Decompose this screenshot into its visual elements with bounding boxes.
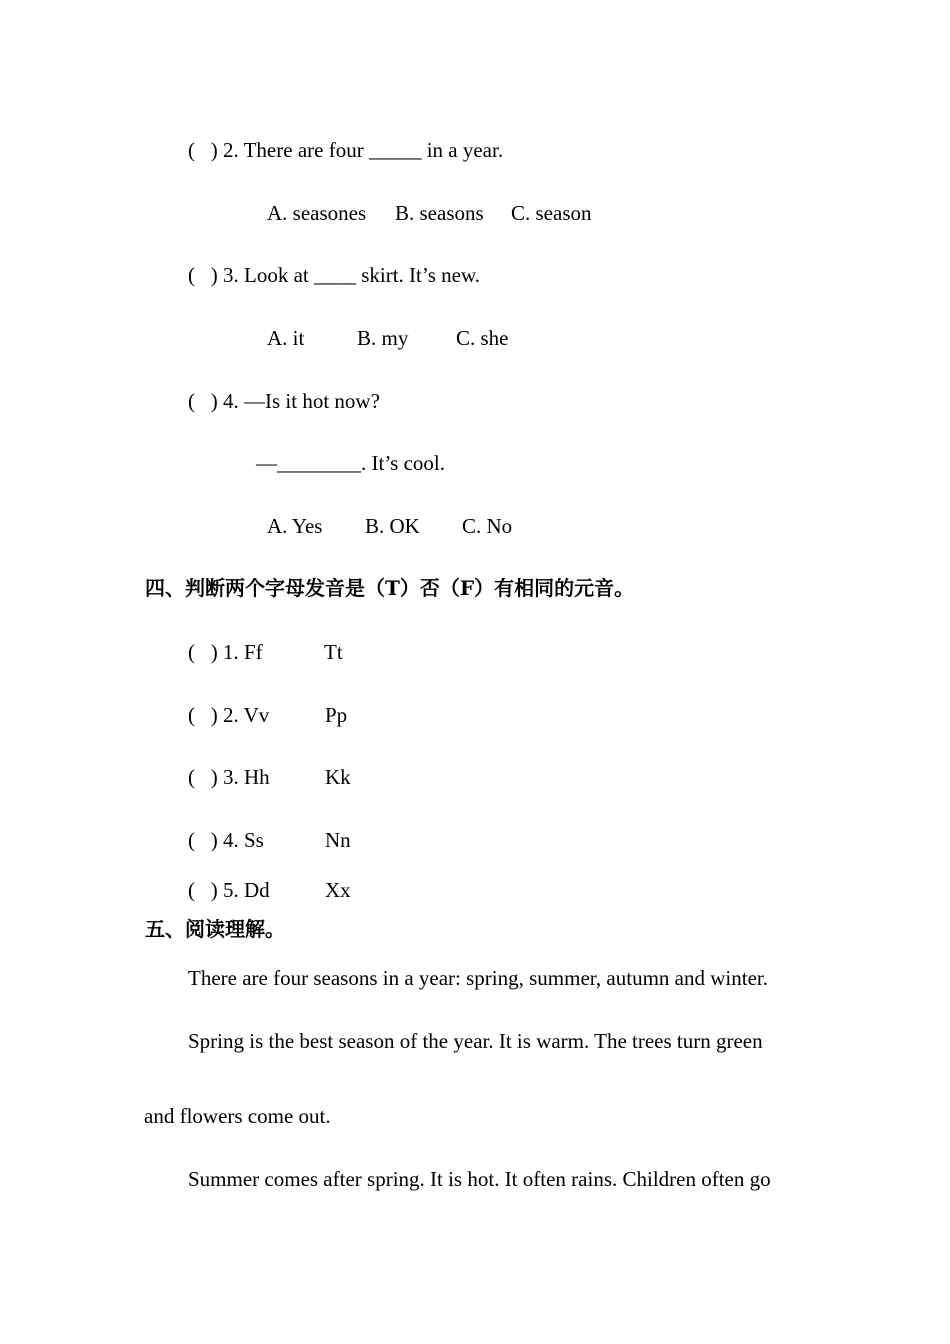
phonics-item-5-pair: Xx bbox=[325, 878, 351, 902]
phonics-item-3-pair: Kk bbox=[325, 765, 351, 789]
q4-option-b: B. OK bbox=[365, 514, 420, 538]
section-4-title: 四、判断两个字母发音是（T）否（F）有相同的元音。 bbox=[145, 576, 635, 600]
phonics-item-4-pair: Nn bbox=[325, 828, 351, 852]
question-2-stem: ( ) 2. There are four _____ in a year. bbox=[188, 138, 504, 162]
q2-option-c: C. season bbox=[511, 201, 592, 225]
phonics-item-1-label: ( ) 1. Ff bbox=[188, 640, 263, 664]
q3-option-b: B. my bbox=[357, 326, 409, 350]
question-3-stem: ( ) 3. Look at ____ skirt. It’s new. bbox=[188, 263, 481, 287]
q3-option-a: A. it bbox=[267, 326, 305, 350]
q2-option-b: B. seasons bbox=[395, 201, 484, 225]
q4-option-c: C. No bbox=[462, 514, 513, 538]
q2-option-a: A. seasones bbox=[267, 201, 367, 225]
question-4-reply: —________. It’s cool. bbox=[256, 451, 445, 475]
phonics-item-5-label: ( ) 5. Dd bbox=[188, 878, 270, 902]
reading-paragraph-2-line-2: and flowers come out. bbox=[144, 1104, 331, 1128]
phonics-item-3-label: ( ) 3. Hh bbox=[188, 765, 270, 789]
phonics-item-2-label: ( ) 2. Vv bbox=[188, 703, 270, 727]
section-5-title: 五、阅读理解。 bbox=[145, 917, 285, 941]
q3-option-c: C. she bbox=[456, 326, 509, 350]
phonics-item-4-label: ( ) 4. Ss bbox=[188, 828, 264, 852]
q4-option-a: A. Yes bbox=[267, 514, 323, 538]
reading-paragraph-1: There are four seasons in a year: spring, summer, autumn and winter. bbox=[188, 966, 768, 990]
question-4-stem: ( ) 4. —Is it hot now? bbox=[188, 389, 380, 413]
reading-paragraph-3-line-1: Summer comes after spring. It is hot. It often rains. Children often go bbox=[188, 1167, 771, 1191]
phonics-item-1-pair: Tt bbox=[324, 640, 343, 664]
phonics-item-2-pair: Pp bbox=[325, 703, 348, 727]
reading-paragraph-2-line-1: Spring is the best season of the year. It is warm. The trees turn green bbox=[188, 1029, 763, 1053]
